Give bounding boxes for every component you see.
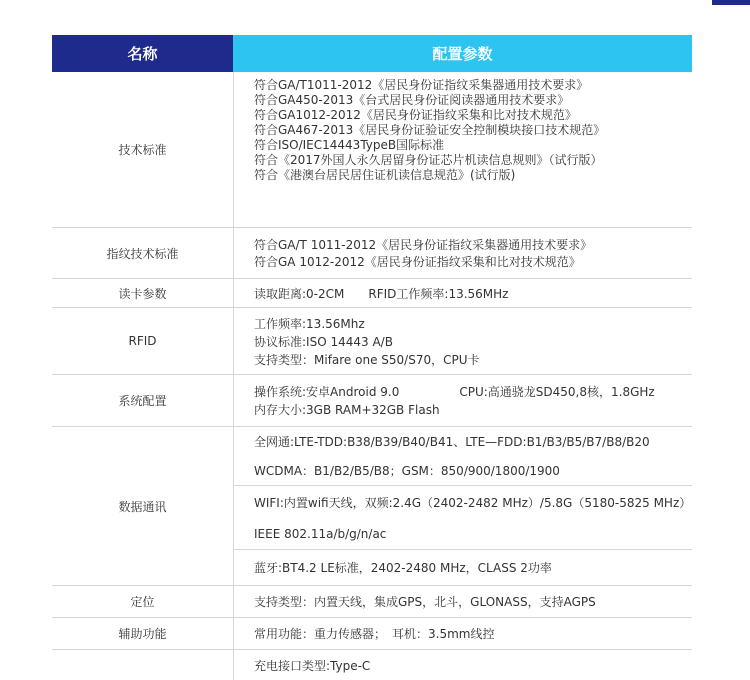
spec-line: 支持类型：Mifare one S50/S70，CPU卡 [254,353,480,367]
spec-row-positioning [52,586,692,618]
spec-row-auxiliary [52,618,692,650]
spec-row-fingerprint-standard [52,228,692,279]
sub-cell-wifi [234,486,692,550]
spec-line: 符合ISO/IEC14443TypeB国际标准 [254,138,445,152]
row-label: 读卡参数 [52,279,234,307]
row-label: 定位 [52,586,234,617]
spec-line: 支持类型：内置天线，集成GPS，北斗，GLONASS，支持AGPS [254,595,596,609]
spec-line: 常用功能：重力传感器； 耳机：3.5mm线控 [254,627,495,641]
row-label: 指纹技术标准 [52,228,234,278]
sub-cell-cellular [234,427,692,486]
spec-line: 全网通:LTE-TDD:B38/B39/B40/B41、LTE—FDD:B1/B3/B5/B7/B8/B20 [254,435,650,449]
row-label: 技术标准 [52,72,234,227]
spec-line: WCDMA：B1/B2/B5/B8；GSM：850/900/1800/1900 [254,464,560,478]
row-value [234,586,692,617]
spec-line: 符合GA450-2013《台式居民身份证阅读器通用技术要求》 [254,93,570,107]
row-value [234,375,692,426]
header-config-cell: 配置参数 [233,35,692,72]
spec-line: 符合GA1012-2012《居民身份证指纹采集和比对技术规范》 [254,108,577,122]
spec-row-charging [52,650,692,680]
spec-line: 协议标准:ISO 14443 A/B [254,335,393,349]
row-value [234,72,692,227]
spec-row-data-communication [52,427,692,586]
spec-line: WIFI:内置wifi天线，双频:2.4G（2402-2482 MHz）/5.8G（5180-5825 MHz） [254,496,692,510]
row-value [234,308,692,374]
spec-line: 蓝牙:BT4.2 LE标准，2402-2480 MHz，CLASS 2功率 [254,561,552,575]
spec-line: 操作系统:安卓Android 9.0 CPU:高通骁龙SD450,8核，1.8GHz [254,385,655,399]
row-label: RFID [52,308,234,374]
row-label: 系统配置 [52,375,234,426]
spec-line: 符合《2017外国人永久居留身份证芯片机读信息规则》（试行版） [254,153,603,167]
spec-line: 符合GA/T 1011-2012《居民身份证指纹采集器通用技术要求》 [254,238,593,252]
spec-row-rfid [52,308,692,375]
row-value [234,618,692,649]
header-name-cell: 名称 [52,35,233,72]
table-header [52,35,692,72]
spec-line: 符合《港澳台居民居住证机读信息规范》(试行版) [254,168,516,182]
spec-line: 内存大小:3GB RAM+32GB Flash [254,403,440,417]
row-value [234,427,692,585]
spec-line: 读取距离:0-2CM RFID工作频率:13.56MHz [254,286,509,301]
spec-row-card-reading [52,279,692,308]
spec-line: 充电接口类型:Type-C [254,658,371,673]
row-label: 数据通讯 [52,427,234,585]
spec-line: 符合GA 1012-2012《居民身份证指纹采集和比对技术规范》 [254,255,581,269]
corner-accent-bar [712,0,750,5]
spec-table [52,35,692,680]
row-label: 辅助功能 [52,618,234,649]
sub-cell-bluetooth [234,550,692,585]
spec-line: 符合GA/T1011-2012《居民身份证指纹采集器通用技术要求》 [254,78,589,92]
row-value [234,228,692,278]
spec-row-system-config [52,375,692,427]
row-label [52,650,234,680]
row-value [234,650,692,680]
spec-line: 工作频率:13.56Mhz [254,317,365,331]
row-value [234,279,692,307]
spec-row-tech-standard [52,72,692,228]
spec-line: IEEE 802.11a/b/g/n/ac [254,527,387,541]
spec-line: 符合GA467-2013《居民身份证验证安全控制模块接口技术规范》 [254,123,606,137]
